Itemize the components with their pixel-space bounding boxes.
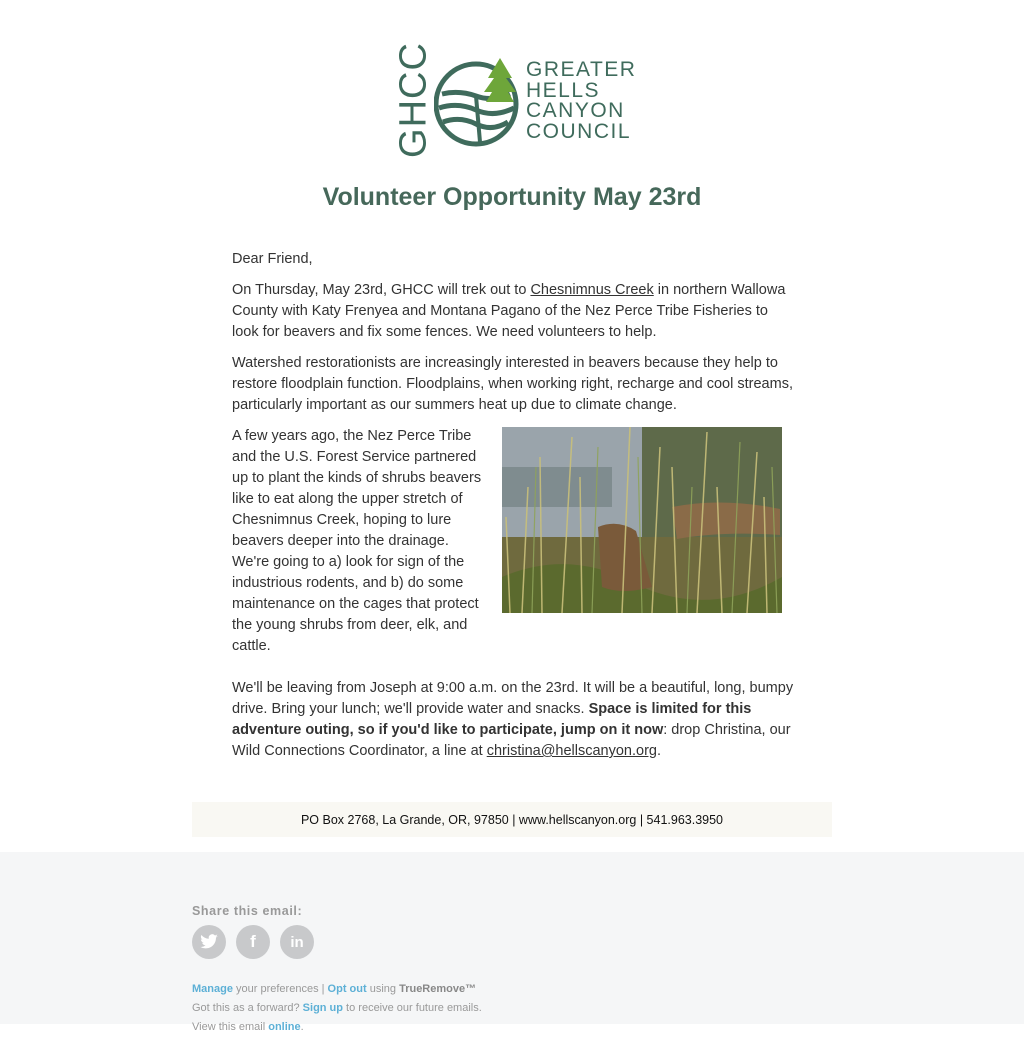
manage-link[interactable]: Manage — [192, 983, 233, 995]
trueremove-label: TrueRemove™ — [399, 983, 477, 995]
address-bar — [192, 802, 832, 837]
logo-abbreviation: GHCC — [392, 42, 435, 158]
linkedin-icon[interactable]: in — [280, 925, 314, 959]
paragraph-intro: On Thursday, May 23rd, GHCC will trek out to Chesnimnus Creek in northern Wallowa County with Katy Frenyea and Montana Pagano of the Nez Perce Tribe Fisheries to look for beavers and fix some fences. We need volunteers to help. — [232, 282, 786, 340]
view-online-line: View this email online. — [192, 1021, 304, 1033]
chesnimnus-creek-link[interactable]: Chesnimnus Creek — [530, 282, 654, 298]
forward-line: Got this as a forward? Sign up to receive our future emails. — [192, 1002, 482, 1014]
logo-wordmark: GREATER HELLS CANYON COUNCIL — [526, 58, 637, 143]
beaver-photo — [502, 427, 782, 613]
share-label: Share this email: — [192, 904, 303, 918]
opt-out-link[interactable]: Opt out — [327, 983, 367, 995]
view-online-link[interactable]: online — [268, 1021, 301, 1033]
manage-line: Manage your preferences | Opt out using TrueRemove™ — [192, 983, 477, 995]
email-link[interactable]: christina@hellscanyon.org — [486, 743, 657, 759]
address-text: PO Box 2768, La Grande, OR, 97850 | www.hellscanyon.org | 541.963.3950 — [300, 812, 724, 827]
facebook-icon[interactable]: f — [236, 925, 270, 959]
twitter-icon[interactable] — [192, 925, 226, 959]
paragraph-beavers: Watershed restorationists are increasingly interested in beavers because they help to restore floodplain function. Floodplains, when working right, recharge and cool streams, particularly important as our summers heat up due to climate change. — [232, 355, 793, 413]
email-content — [232, 249, 794, 772]
beaver-section — [232, 426, 794, 657]
paragraph-history: A few years ago, the Nez Perce Tribe and the U.S. Forest Service partnered up to plant the kinds of shrubs beavers like to eat along the upper stretch of Chesnimnus Creek, hoping to lure beavers deeper into the drainage. We're going to a) look for sign of the industrious rodents, and b) do some maintenance on the cages that protect the young shrubs from deer, elk, and cattle. — [232, 428, 482, 654]
sign-up-link[interactable]: Sign up — [302, 1002, 343, 1014]
greeting: Dear Friend, — [232, 251, 313, 267]
preferences-block — [192, 980, 482, 1037]
paragraph-logistics: We'll be leaving from Joseph at 9:00 a.m. on the 23rd. It will be a beautiful, long, bumpy drive. Bring your lunch; we'll provide water and snacks. Space is limited for this adventure outing, so if you'd like to participate, jump on it now: drop Christina, our Wild Connections Coordinator, a line at christina@hellscanyon.org. — [232, 680, 794, 759]
ghcc-logo[interactable] — [392, 42, 637, 158]
page-title: Volunteer Opportunity May 23rd — [322, 183, 702, 211]
share-footer — [0, 852, 1024, 1033]
logo-mark-icon — [434, 56, 520, 148]
